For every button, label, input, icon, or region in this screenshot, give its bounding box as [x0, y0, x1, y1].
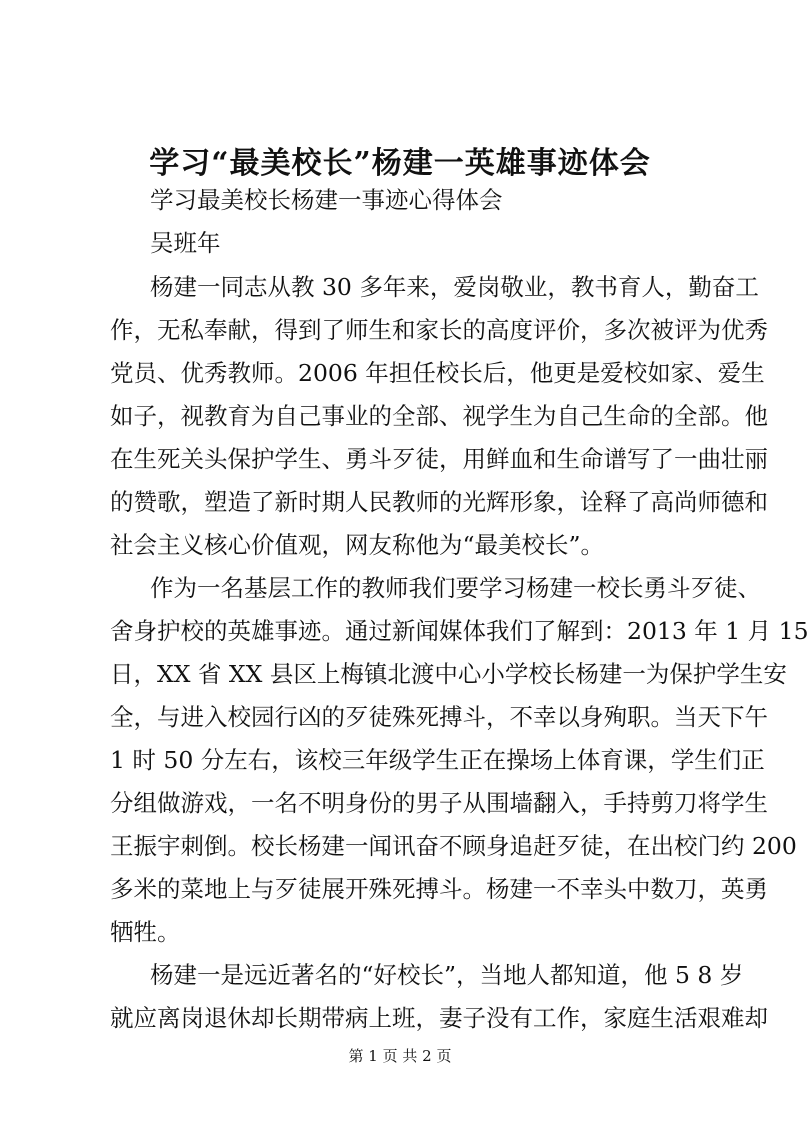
paragraph-line: 舍身护校的英雄事迹。通过新闻媒体我们了解到：2013 年 1 月 15 — [110, 617, 809, 645]
paragraph-line: 杨建一是远近著名的“好校长”，当地人都知道，他 5 8 岁 — [150, 961, 744, 989]
page-footer: 第 1 页 共 2 页 — [348, 1047, 452, 1065]
paragraph-line: 作，无私奉献，得到了师生和家长的高度评价，多次被评为优秀 — [110, 316, 768, 344]
paragraph-line: 牺牲。 — [110, 918, 181, 946]
paragraph-line: 1 时 50 分左右，该校三年级学生正在操场上体育课，学生们正 — [110, 746, 765, 774]
paragraph-line: 王振宇刺倒。校长杨建一闻讯奋不顾身追赶歹徒，在出校门约 200 — [110, 832, 797, 860]
paragraph-line: 多米的菜地上与歹徒展开殊死搏斗。杨建一不幸头中数刀，英勇 — [110, 875, 768, 903]
document-subtitle: 学习最美校长杨建一事迹心得体会 — [150, 186, 503, 214]
paragraph-line: 全，与进入校园行凶的歹徒殊死搏斗，不幸以身殉职。当天下午 — [110, 703, 768, 731]
paragraph-line: 如子，视教育为自己事业的全部、视学生为自己生命的全部。他 — [110, 402, 768, 430]
paragraph-line: 日，XX 省 XX 县区上梅镇北渡中心小学校长杨建一为保护学生安 — [110, 660, 787, 688]
paragraph-line: 就应离岗退休却长期带病上班，妻子没有工作，家庭生活艰难却 — [110, 1004, 768, 1032]
paragraph-line: 作为一名基层工作的教师我们要学习杨建一校长勇斗歹徒、 — [150, 574, 761, 602]
paragraph-line: 在生死关头保护学生、勇斗歹徒，用鲜血和生命谱写了一曲壮丽 — [110, 445, 768, 473]
document-title: 学习“最美校长”杨建一英雄事迹体会 — [149, 146, 651, 181]
paragraph-line: 社会主义核心价值观，网友称他为“最美校长”。 — [110, 531, 605, 559]
paragraph-line: 分组做游戏，一名不明身份的男子从围墙翻入，手持剪刀将学生 — [110, 789, 768, 817]
paragraph-line: 的赞歌，塑造了新时期人民教师的光辉形象，诠释了高尚师德和 — [110, 488, 768, 516]
paragraph-line: 杨建一同志从教 30 多年来，爱岗敬业，教书育人，勤奋工 — [150, 273, 759, 301]
document-author: 吴班年 — [150, 229, 221, 257]
paragraph-line: 党员、优秀教师。2006 年担任校长后，他更是爱校如家、爱生 — [110, 359, 765, 387]
